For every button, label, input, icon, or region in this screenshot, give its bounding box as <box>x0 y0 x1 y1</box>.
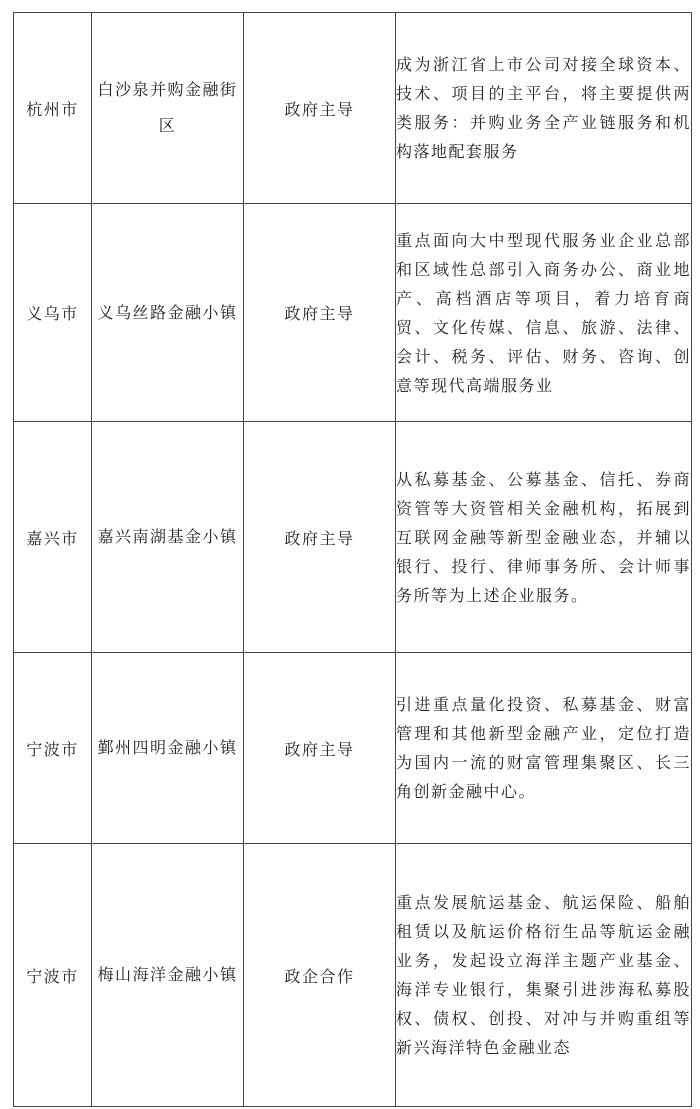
town-cell: 鄞州四明金融小镇 <box>92 653 244 844</box>
table-row <box>14 422 692 653</box>
description-cell: 重点面向大中型现代服务业企业总部和区域性总部引入商务办公、商业地产、高档酒店等项目，着力培育商贸、文化传媒、信息、旅游、法律、会计、税务、评估、财务、咨询、创意等现代高端服务业 <box>396 204 692 422</box>
mode-cell: 政企合作 <box>244 844 396 1107</box>
description-cell: 重点发展航运基金、航运保险、船舶租赁以及航运价格衍生品等航运金融业务，发起设立海洋主题产业基金、海洋专业银行，集聚引进涉海私募股权、债权、创投、对冲与并购重组等新兴海洋特色金融业态 <box>396 844 692 1107</box>
finance-towns-table <box>13 12 692 1107</box>
description-cell: 引进重点量化投资、私募基金、财富管理和其他新型金融产业，定位打造为国内一流的财富管理集聚区、长三角创新金融中心。 <box>396 653 692 844</box>
description-cell: 从私募基金、公募基金、信托、券商资管等大资管相关金融机构，拓展到互联网金融等新型金融业态，并辅以银行、投行、律师事务所、会计师事务所等为上述企业服务。 <box>396 422 692 653</box>
town-cell: 白沙泉并购金融街区 <box>92 13 244 204</box>
mode-cell: 政府主导 <box>244 204 396 422</box>
city-cell: 嘉兴市 <box>14 422 92 653</box>
city-cell: 义乌市 <box>14 204 92 422</box>
table-row <box>14 653 692 844</box>
city-cell: 杭州市 <box>14 13 92 204</box>
mode-cell: 政府主导 <box>244 653 396 844</box>
town-cell: 义乌丝路金融小镇 <box>92 204 244 422</box>
town-cell: 梅山海洋金融小镇 <box>92 844 244 1107</box>
town-cell: 嘉兴南湖基金小镇 <box>92 422 244 653</box>
mode-cell: 政府主导 <box>244 422 396 653</box>
mode-cell: 政府主导 <box>244 13 396 204</box>
city-cell: 宁波市 <box>14 844 92 1107</box>
table-row <box>14 13 692 204</box>
table-row <box>14 844 692 1107</box>
table-row <box>14 204 692 422</box>
city-cell: 宁波市 <box>14 653 92 844</box>
description-cell: 成为浙江省上市公司对接全球资本、技术、项目的主平台，将主要提供两类服务：并购业务全产业链服务和机构落地配套服务 <box>396 13 692 204</box>
